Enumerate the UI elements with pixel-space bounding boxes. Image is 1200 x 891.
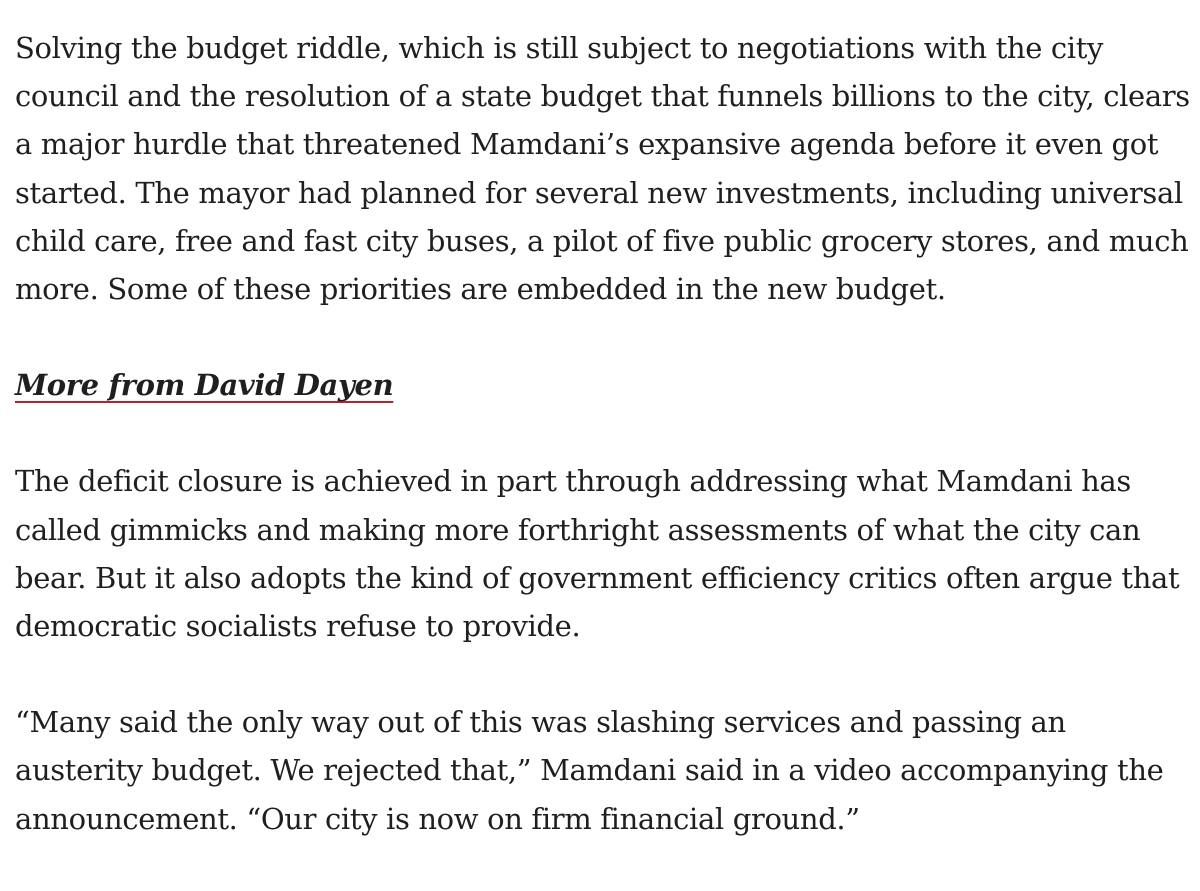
paragraph-budget-riddle: Solving the budget riddle, which is still subject to negotiations with the city council and the resolution of a state budget that funnels billions to the city, clears a major hurdle that threatened Mamdani’s expansive agenda before it even got started. The mayor had planned for several new investments, including universal child care, free and fast city buses, a pilot of five public grocery stores, and much more. Some of these priorities are embedded in the new budget. bbox=[15, 31, 1190, 307]
paragraph-deficit-closure: The deficit closure is achieved in part through addressing what Mamdani has called gimmicks and making more forthright assessments of what the city can bear. But it also adopts the kind of government efficiency critics often argue that democratic socialists refuse to provide. bbox=[15, 464, 1180, 644]
more-from-author-link[interactable]: More from David Dayen bbox=[15, 368, 394, 403]
more-from-author-block bbox=[15, 361, 1190, 457]
article-body bbox=[15, 24, 1190, 891]
paragraph-mamdani-quote: “Many said the only way out of this was slashing services and passing an austerity budget. We rejected that,” Mamdani said in a video accompanying the announcement. “Our city is now on firm financial ground.” bbox=[15, 705, 1164, 836]
